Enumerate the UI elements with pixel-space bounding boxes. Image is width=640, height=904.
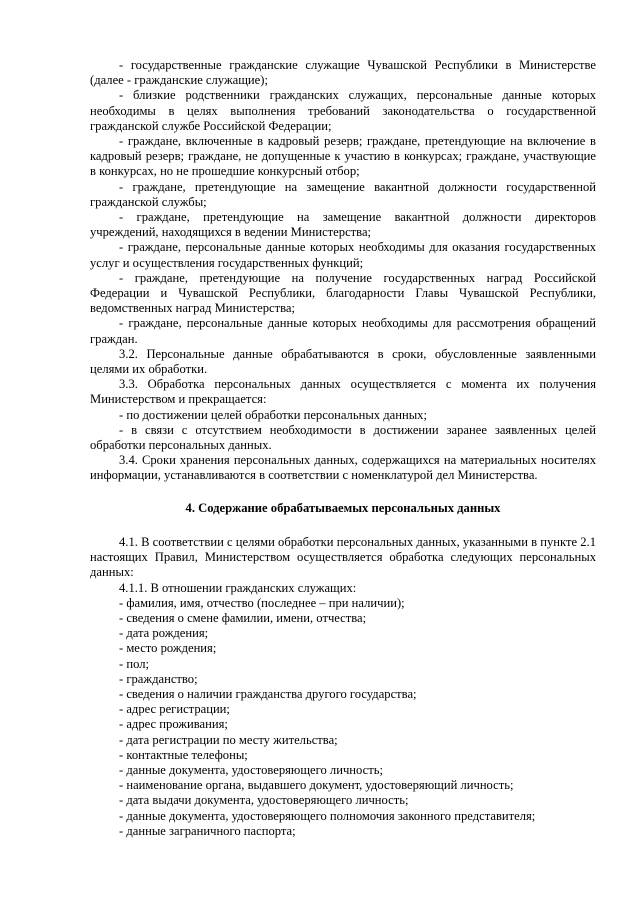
list-item: - адрес проживания; (119, 717, 228, 732)
list-item: - данные документа, удостоверяющего полномочия законного представителя; (119, 808, 536, 823)
document-page (90, 58, 596, 839)
paragraphs-top (90, 58, 596, 484)
paragraphs-bottom (90, 535, 596, 839)
list-item: - место рождения; (119, 641, 217, 656)
paragraph: - граждане, претендующие на получение государственных наград Российской Федерации и Чувашской Республики, благодарности Главы Чувашской Республики, ведомственных наград Министерства; (90, 270, 596, 316)
paragraph: 4.1.1. В отношении гражданских служащих: (119, 580, 357, 595)
list-item: - дата рождения; (119, 626, 209, 641)
list-item: - гражданство; (119, 671, 198, 686)
section-heading: 4. Содержание обрабатываемых персональных данных (185, 500, 501, 515)
paragraph: 3.4. Сроки хранения персональных данных, содержащихся на материальных носителях информации, устанавливаются в соответствии с номенклатурой дел Министерства. (90, 453, 596, 483)
list-item: - фамилия, имя, отчество (последнее – при наличии); (119, 595, 405, 610)
paragraph: 3.2. Персональные данные обрабатываются в сроки, обусловленные заявленными целями их обработки. (90, 346, 596, 377)
list-item: - дата выдачи документа, удостоверяющего личность; (119, 793, 409, 808)
paragraph: - государственные гражданские служащие Чувашской Республики в Министерстве (далее - гражданские служащие); (90, 58, 596, 88)
list-item: - сведения о смене фамилии, имени, отчества; (119, 610, 367, 625)
paragraph: - граждане, персональные данные которых необходимы для оказания государственных услуг и осуществления государственных функций; (90, 240, 596, 270)
paragraph: - граждане, персональные данные которых необходимы для рассмотрения обращений граждан. (90, 316, 596, 346)
paragraph: - по достижении целей обработки персональных данных; (119, 407, 427, 422)
list-item: - дата регистрации по месту жительства; (119, 732, 338, 747)
paragraph: - граждане, претендующие на замещение вакантной должности государственной гражданской службы; (90, 179, 596, 209)
paragraph: 3.3. Обработка персональных данных осуществляется с момента их получения Министерством и прекращается: (90, 377, 596, 407)
list-item: - наименование органа, выдавшего документ, удостоверяющий личность; (119, 778, 514, 793)
list-item: - пол; (119, 656, 149, 671)
paragraph: - граждане, претендующие на замещение вакантной должности директоров учреждений, находящихся в ведении Министерства; (90, 210, 596, 240)
paragraph: - граждане, включенные в кадровый резерв; граждане, претендующие на включение в кадровый резерв; граждане, не допущенные к участию в конкурсах; граждане, участвующие в конкурсах, но не прошедшие конкурсный отбор; (90, 134, 596, 179)
paragraph: 4.1. В соответствии с целями обработки персональных данных, указанными в пункте 2.1 настоящих Правил, Министерством осуществляется обработка следующих персональных данных: (90, 534, 596, 580)
list-item: - данные документа, удостоверяющего личность; (119, 762, 383, 777)
paragraph: - в связи с отсутствием необходимости в достижении заранее заявленных целей обработки персональных данных. (90, 422, 596, 453)
list-item: - адрес регистрации; (119, 702, 230, 717)
paragraph: - близкие родственники гражданских служащих, персональные данные которых необходимы в целях выполнения требований законодательства о государственной гражданской службе Российской Федерации; (90, 88, 596, 133)
list-item: - данные заграничного паспорта; (119, 823, 296, 838)
list-item: - контактные телефоны; (119, 747, 248, 762)
list-item: - сведения о наличии гражданства другого государства; (119, 686, 417, 701)
